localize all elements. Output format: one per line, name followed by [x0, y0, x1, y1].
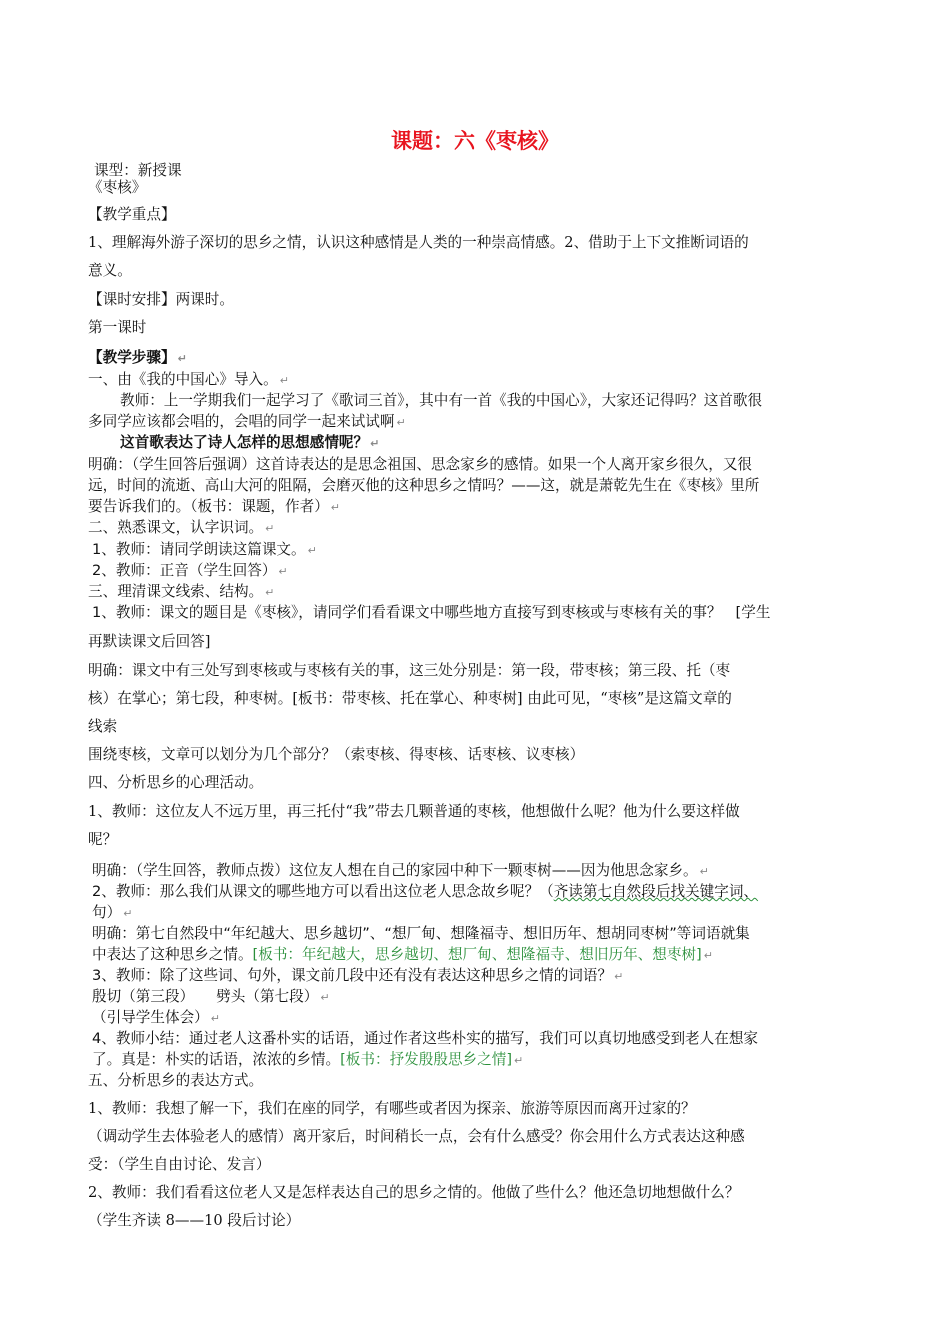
step-2-item-2: 2、教师：正音（学生回答） ↵	[92, 562, 288, 579]
return-mark: ↵	[307, 544, 317, 557]
step-1-heading: 一、由《我的中国心》导入。 ↵	[88, 371, 289, 388]
return-mark: ↵	[279, 374, 289, 387]
step-3-answer-2: 核）在掌心；第七段，种枣树。[板书：带枣核、托在掌心、种枣树] 由此可见，“枣核”是这篇文章的	[88, 690, 732, 707]
step-1-line-1: 教师：上一学期我们一起学习了《歌词三首》，其中有一首《我的中国心》，大家还记得吗？这首歌很	[120, 392, 763, 409]
return-mark: ↵	[265, 522, 275, 535]
return-mark: ↵	[123, 907, 133, 920]
step-4-item-1-cont: 呢？	[88, 831, 118, 848]
step-1-answer-2: 远，时间的流逝、高山大河的阻隔，会磨灭他的这种思乡之情吗？——这，就是萧乾先生在《枣核》里所	[88, 477, 760, 494]
step-4-item-1: 1、教师：这位友人不远万里，再三托付“我”带去几颗普通的枣核，他想做什么呢？他为什么要这样做	[88, 803, 740, 820]
step-4-summary-1: 4、教师小结：通过老人这番朴实的话语，通过作者这些朴实的描写，我们可以真切地感受到老人在想家	[92, 1030, 759, 1047]
step-1-answer-1: 明确：（学生回答后强调）这首诗表达的是思念祖国、思念家乡的感情。如果一个人离开家乡很久，又很	[88, 456, 753, 473]
step-2-item-1: 1、教师：请同学朗读这篇课文。 ↵	[92, 541, 317, 558]
subtitle: 《枣核》	[88, 179, 147, 196]
page-title: 课题：六《枣核》	[391, 129, 559, 153]
return-mark: ↵	[614, 970, 624, 983]
step-2-heading: 二、熟悉课文，认字识词。 ↵	[88, 519, 275, 536]
step-4-item-3: 3、教师：除了这些词、句外，课文前几段中还有没有表达这种思乡之情的词语？ ↵	[92, 967, 624, 984]
step-4-answer-2: 明确：第七自然段中“年纪越大、思乡越切”、“想厂甸、想隆福寺、想旧历年、想胡同枣树”等词语就集	[92, 925, 750, 942]
step-4-item-2: 2、教师：那么我们从课文的哪些地方可以看出这位老人思念故乡呢？（齐读第七自然段后找关键字词、	[92, 883, 759, 900]
step-1-line-2: 多同学应该都会唱的，会唱的同学一起来试试啊 ↵	[88, 413, 406, 430]
return-mark: ↵	[210, 1012, 220, 1025]
step-4-words: 殷切（第三段） 劈头（第七段） ↵	[92, 988, 330, 1005]
return-mark: ↵	[703, 949, 713, 962]
step-5-item-1: 1、教师：我想了解一下，我们在座的同学，有哪些或者因为探亲、旅游等原因而离开过家的？	[88, 1100, 696, 1117]
step-1-question: 这首歌表达了诗人怎样的思想感情呢？ ↵	[120, 434, 380, 451]
step-5-item-2: 2、教师：我们看看这位老人又是怎样表达自己的思乡之情的。他做了些什么？他还急切地想做什么？	[88, 1184, 740, 1201]
step-3-question: 围绕枣核，文章可以划分为几个部分？（索枣核、得枣核、话枣核、议枣核）	[88, 746, 585, 763]
step-1-answer-3: 要告诉我们的。（板书：课题，作者） ↵	[88, 498, 341, 515]
return-mark: ↵	[330, 501, 341, 514]
step-5-item-2-cont: （学生齐读 8——10 段后讨论）	[88, 1212, 301, 1229]
return-mark: ↵	[265, 586, 275, 599]
schedule: 【课时安排】两课时。	[88, 291, 234, 308]
key-points-line-1: 1、理解海外游子深切的思乡之情，认识这种感情是人类的一种崇高情感。2、借助于上下文推断词语的	[88, 234, 749, 251]
step-3-heading: 三、理清课文线索、结构。 ↵	[88, 583, 275, 600]
key-points-line-2: 意义。	[88, 262, 132, 279]
key-points-heading: 【教学重点】	[88, 206, 176, 223]
step-4-answer-2-cont: 中表达了这种思乡之情。[板书：年纪越大，思乡越切、想厂甸、想隆福寺、想旧历年、想枣树] ↵	[92, 946, 713, 963]
step-3-answer-3: 线索	[88, 718, 118, 735]
return-mark: ↵	[699, 865, 709, 878]
return-mark: ↵	[278, 565, 288, 578]
step-3-item-1-cont: 再默读课文后回答]	[88, 633, 211, 650]
step-4-answer-1: 明确：（学生回答，教师点拨）这位友人想在自己的家园中种下一颗枣树——因为他思念家乡。 ↵	[92, 862, 709, 879]
return-mark: ↵	[320, 991, 330, 1004]
lesson-type: 课型：新授课	[94, 162, 182, 179]
return-mark: ↵	[177, 352, 187, 365]
step-4-guide: （引导学生体会） ↵	[92, 1009, 220, 1026]
step-4-item-2-cont: 句） ↵	[92, 904, 133, 921]
step-5-heading: 五、分析思乡的表达方式。	[88, 1072, 264, 1089]
step-4-heading: 四、分析思乡的心理活动。	[88, 774, 264, 791]
step-3-answer-1: 明确：课文中有三处写到枣核或与枣核有关的事，这三处分别是：第一段，带枣核；第三段、托（枣	[88, 662, 731, 679]
step-4-summary-2: 了。真是：朴实的话语，浓浓的乡情。[板书：抒发殷殷思乡之情] ↵	[92, 1051, 524, 1068]
step-5-item-1-cont-2: 受：（学生自由讨论、发言）	[88, 1156, 271, 1173]
first-lesson: 第一课时	[88, 319, 147, 336]
step-3-item-1: 1、教师：课文的题目是《枣核》，请同学们看看课文中哪些地方直接写到枣核或与枣核有关的事？ [学生	[92, 604, 771, 621]
steps-heading: 【教学步骤】 ↵	[88, 349, 187, 366]
step-5-item-1-cont-1: （调动学生去体验老人的感情）离开家后，时间稍长一点，会有什么感受？你会用什么方式表达这种感	[88, 1128, 745, 1145]
return-mark: ↵	[396, 416, 406, 429]
return-mark: ↵	[514, 1054, 524, 1067]
return-mark: ↵	[370, 437, 380, 450]
